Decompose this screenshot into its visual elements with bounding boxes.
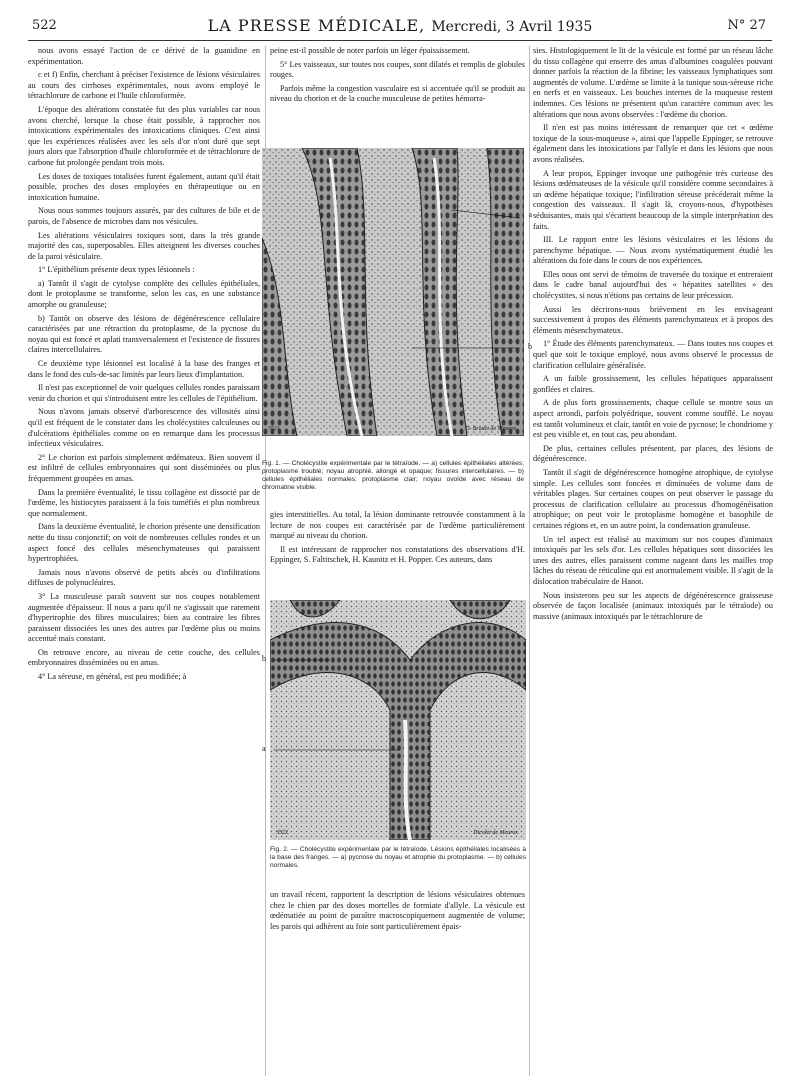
paragraph: Nous nous sommes toujours assurés, par des cultures de bile et de parois, de l'absence de microbes dans nos vésicules.	[28, 206, 260, 226]
figure-1-label-a: a	[528, 210, 532, 219]
paragraph: Nous n'avons jamais observé d'arborescence des villosités ainsi qu'il est fréquent de le constater dans les cholécystites calculeuses ou d'ulcérations épithéliales comme on en remarque dans les processus infectieux vésiculaires.	[28, 407, 260, 449]
journal-title-line	[0, 16, 800, 35]
paragraph: sies. Histologiquement le lit de la vésicule est formé par un réseau lâche du tissu collagène qui enserre des amas d'albumines coagulées pouvant donner parfois la réaction de la fibrine; les vaisseaux lymphatiques sont augmentés de volume. L'œdème se limite à la tunique sous-séreuse riche en nerfs et en vaisseaux. Les bouches internes de la muqueuse restent indemnes. Ces lésions ne présentent qu'un caractère commun avec les altérations que nous avons observées : l'œdème du chorion.	[533, 46, 773, 119]
paragraph: On retrouve encore, au niveau de cette couche, des cellules embryonnaires disséminées ou en amas.	[28, 647, 260, 668]
figure-1-micrograph	[262, 148, 532, 436]
paragraph: A leur propos, Eppinger invoque une pathogénie très curieuse des lésions œdémateuses de la vésicule qu'il considère comme secondaires à un œdème hépatique toxique; l'infiltration séreuse précéderait même la congestion des vaisseaux. Il s'agit là, croyons-nous, d'hypothèses séduisantes, mais qui s'écartent beaucoup de la simple interprétation des faits.	[533, 168, 773, 231]
paragraph: gies interstitielles. Au total, la lésion dominante retrouvée constamment à la lecture de nos coupes est caractérisée par de l'œdème particulièrement marqué au niveau du chorion.	[270, 510, 525, 541]
column-divider-right	[529, 46, 530, 1076]
paragraph: Il n'en est pas moins intéressant de remarquer que cet « œdème toxique de la sous-muqueuse », ainsi que l'appelle Eppinger, se retrouve également dans les intoxications par l'allyle et dans les lésions que nous avons réalisées.	[533, 123, 773, 164]
figure-1-plate-number: 3521	[268, 426, 280, 432]
figure-1-caption: Fig. 1. — Cholécystite expérimentale par le tétraïode. — a) cellules épithéliales altérées; protoplasme troublé; noyau atrophié, allongé et opaque; fissures intercellulaires. — b) cellules épithéliales normales; protoplasme clair; noyau ovoïde avec réseau de chromatine visible.	[262, 460, 524, 491]
paragraph: 3° La musculeuse paraît souvent sur nos coupes notablement augmentée d'épaisseur. Il nous a paru qu'il ne s'agissait que rarement d'hypertrophie des fibres musculaires; bien au contraire les fibres paraissent dissociées les unes des autres par l'œdème plus ou moins accentué mais constant.	[28, 591, 260, 644]
paragraph: 4° La séreuse, en général, est peu modifiée; à	[38, 672, 187, 682]
paragraph: 2° Le chorion est parfois simplement œdémateux. Bien souvent il est infiltré de cellules embryonnaires qui sont disséminées ou plus fréquemment groupées en amas.	[28, 452, 260, 483]
paragraph: Aussi les décrirons-nous brièvement en les envisageant successivement à propos des éléments parenchymateux et à propos des éléments mésenchymateux.	[533, 304, 773, 335]
paragraph: III. Le rapport entre les lésions vésiculaires et les lésions du parenchyme hépatique. — Nous avons systématiquement étudié les altérations du foie dans le cours de nos expériences.	[533, 235, 773, 266]
paragraph: b) Tantôt on observe des lésions de dégénérescence cellulaire caractérisées par une rétraction du protoplasme, de la pycnose du noyau qui est foncé et aplati transversalement et l'existence de fissures claires intercellulaires.	[28, 313, 260, 355]
figure-2-plate-number: 3522	[276, 830, 288, 836]
paragraph: Un tel aspect est réalisé au maximum sur nos coupes d'animaux intoxiqués par les sels d'or. Les cellules hépatiques sont dissociées les unes des autres, elles paraissent comme nageant dans les mailles trop lâches du réseau de réticuline qui est anormalement visible. Il s'agit de la dislocation trabéculaire de Hanot.	[533, 534, 773, 586]
figure-1-label-b: b	[528, 342, 532, 351]
paragraph: Tantôt il s'agit de dégénérescence homogène atrophique, de cytolyse simple. Les cellules sont foncées et diminuées de volume dans de véritables plages. Sur certaines coupes on peut observer le passage du processus de clarification cellulaire au processus d'homogénéisation atrophique; on peut voir le protoplasme homogène et basophile de certaines régions et, en un autre point, la condensation granuleuse.	[533, 467, 773, 530]
column-right	[533, 46, 773, 1080]
paragraph: Parfois même la congestion vasculaire est si accentuée qu'il se produit au niveau du chorion et de la couche musculeuse de petites hémorra-	[270, 83, 525, 104]
paragraph: un travail récent, rapportent la description de lésions vésiculaires obtenues chez le chien par des doses mortelles de formiate d'allyle. La vésicule est œdématiée au point de paraître macroscopiquement augmentée de volume; les parois qui adhèrent au foie sont particulièrement épais-	[270, 890, 525, 931]
issue-date: Mercredi, 3 Avril 1935	[431, 19, 593, 35]
paragraph: Ce deuxième type lésionnel est localisé à la base des franges et dans le fond des culs-de-sac limités par leurs lieux d'implantation.	[28, 359, 260, 379]
paragraph: Les altérations vésiculaires toxiques sont, dans la très grande majorité des cas, superposables. Elles atteignent les diverses couches de la paroi vésiculaire.	[28, 230, 260, 261]
paragraph: Dans la deuxième éventualité, le chorion présente une densification nette du tissu conjonctif; on voit de nombreuses cellules rondes et un aspect foncé des cellules mésenchymateuses qui paraissent hypertrophiées.	[28, 522, 260, 564]
figure-2-caption: Fig. 2. — Cholécystite expérimentale par le tétraïode. Lésions épithéliales localisées à la base des franges. — a) pycnose du noyau et atrophie du protoplasme. — b) cellules normales.	[270, 846, 526, 869]
figure-1-signature: D. Bradet de Meurox	[465, 426, 516, 432]
paragraph: Elles nous ont servi de témoins de traversée du toxique et entreraient dans le cadre banal aujourd'hui des « hépatites satellites » des cholécystites, si nous n'étions pas certains de leur précession.	[533, 269, 773, 301]
header-rule	[28, 40, 772, 41]
issue-number: N° 27	[727, 18, 766, 33]
page-number: 522	[32, 18, 57, 33]
figure-2-signature: Dicolet de Meurox	[473, 830, 518, 836]
paragraph: Jamais nous n'avons observé de petits abcès ou d'infiltrations diffuses de polynucléaires.	[28, 567, 260, 588]
column-left	[28, 46, 260, 1080]
paragraph: Dans la première éventualité, le tissu collagène est dissocié par de l'œdème, les histiocytes paraissent à la fois tuméfiés et plus nombreux que normalement.	[28, 487, 260, 518]
journal-title: LA PRESSE MÉDICALE,	[207, 16, 426, 35]
paragraph: L'époque des altérations constatée fut des plus variables car nous avons cherché, lorsque la chose était possible, à rapprocher nos intoxications expérimentales des intoxications cliniques. C'est ainsi que les expériences réalisées avec les sels d'or n'ont duré que sept jours alors que l'absorption d'huile chloroformée et de tétrachlorure de carbone fut prolongée pendant trois mois.	[28, 104, 260, 167]
paragraph: Nous insisterons peu sur les aspects de dégénérescence graisseuse observée de façon localisée (animaux intoxiqués par le tétraïode) ou massive (animaux intoxiqués par le tétrachlorure de	[533, 590, 773, 621]
paragraph: c et f) Enfin, cherchant à préciser l'existence de lésions vésiculaires au cours des cirrhoses expérimentales, nous avons employé le tétrachlorure de carbone et l'huile chloroformée.	[28, 70, 260, 101]
column-middle-top	[270, 46, 525, 142]
paragraph: 1° L'épithélium présente deux types lésionnels :	[38, 265, 195, 275]
figure-2-micrograph	[262, 600, 526, 840]
paragraph: 5° Les vaisseaux, sur toutes nos coupes, sont dilatés et remplis de globules rouges.	[270, 59, 525, 80]
paragraph: A de plus forts grossissements, chaque cellule se montre sous un aspect arrondi, parfois polyédrique, souvent comme soufflé. Le noyau est tantôt volumineux et clair, tantôt en voie de pycnose; le chondriome y est peu visible et, en tout cas, peu abondant.	[533, 398, 773, 440]
paragraph: A un faible grossissement, les cellules hépatiques apparaissent gonflées et claires.	[533, 374, 773, 394]
figure-2-label-a: a	[262, 744, 266, 753]
paragraph: Il est intéressant de rapprocher nos constatations des observations d'H. Eppinger, S. Faltitschek, H. Kaunitz et H. Popper. Ces auteurs, dans	[270, 544, 525, 565]
column-middle-bottom	[270, 890, 525, 1080]
paragraph: Les doses de toxiques totalisées furent également, autant qu'il était possible, proches des doses employées en thérapeutique ou en intoxication humaine.	[28, 171, 260, 202]
figure-2-label-b: b	[262, 654, 266, 663]
paragraph: 1° Étude des éléments parenchymateux. — Dans toutes nos coupes et quel que soit le toxique employé, nous avons observé le processus de clarification cellulaire généralisée.	[533, 339, 773, 370]
paragraph: nous avons essayé l'action de ce dérivé de la guanidine en expérimentation.	[28, 46, 260, 66]
paragraph: a) Tantôt il s'agit de cytolyse complète des cellules épithéliales, dont le protoplasme se transforme, selon les cas, en une substance amorphe ou granuleuse;	[28, 278, 260, 310]
column-middle-center	[270, 510, 525, 590]
paragraph: peine est-il possible de noter parfois un léger épaississement.	[270, 46, 470, 55]
paragraph: Il n'est pas exceptionnel de voir quelques cellules rondes paraissant venir du chorion et qui s'introduisent entre les cellules de l'épithélium.	[28, 383, 260, 403]
paragraph: De plus, certaines cellules présentent, par places, des lésions de dégénérescence.	[533, 443, 773, 464]
